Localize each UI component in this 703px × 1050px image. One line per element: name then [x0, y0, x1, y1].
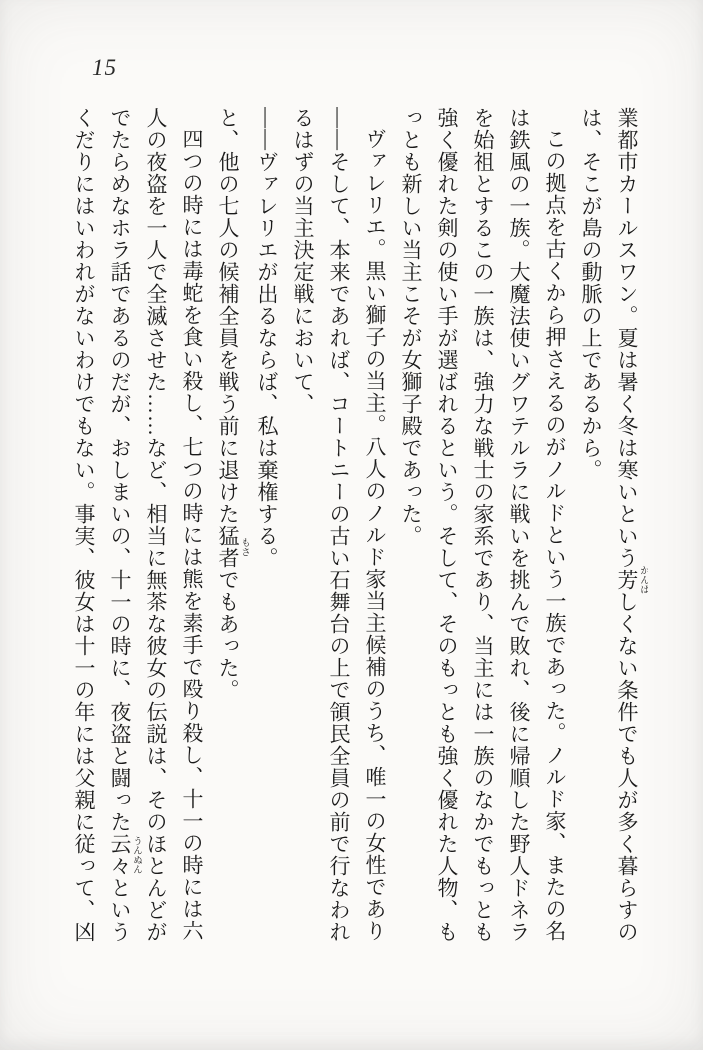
ruby-annotated-word: 云々 うんぬん: [108, 833, 141, 877]
furigana: もさ: [239, 525, 249, 569]
furigana: うんぬん: [131, 833, 141, 877]
paragraph: ——ヴァレリエが出るならば、私は棄権する。: [255, 107, 279, 569]
ruby-annotated-word: 芳 かんば: [615, 565, 648, 595]
paragraph: この拠点を古くから押さえるのがノルドという一族であった。ノルド家、またの名は鉄風の一族。大魔法使いグワテルラに戦いを挑んで敗れ、後に帰順した野人ドネラを始祖とするこの一族は、強力な戦士の家系であり、当主には一族のなかでもっとも強く優れた剣の使い手が選ばれるという。そして、そのもっとも強く優れた人物、もっとも新しい当主こそが女獅子殿であった。: [399, 107, 567, 943]
paragraph: ヴァレリエ。黒い獅子の当主。八人のノルド家当主候補のうち、唯一の女性であり——そして、本来であれば、コートニーの古い石舞台の上で領民全員の前で行なわれるはずの当主決定戦において、: [291, 107, 387, 943]
paragraph: 業都市カールスワン。夏は暑く冬は寒いという芳 かんばしくない条件でも人が多く暮らすのは、そこが島の動脈の上であるから。: [579, 107, 648, 943]
paragraph: と、他の七人の候補全員を戦う前に退けた猛者 もさでもあった。: [216, 107, 249, 701]
page-number: 15: [92, 55, 117, 80]
furigana: かんば: [638, 565, 648, 595]
paragraph: 四つの時には毒蛇を食い殺し、七つの時には熊を素手で殴り殺し、十一の時には六人の夜盗を一人で全滅させた……など、相当に無茶な彼女の伝説は、そのほとんどがでたらめなホラ話であるのだが、おしまいの、十一の時に、夜盗と闘った云々 うんぬんというくだりにはいわれがないわけでもない。事実、彼女は十一の年には父親に従って、凶: [72, 107, 204, 943]
ruby-annotated-word: 猛者 もさ: [216, 525, 249, 569]
body-text: [72, 107, 648, 949]
